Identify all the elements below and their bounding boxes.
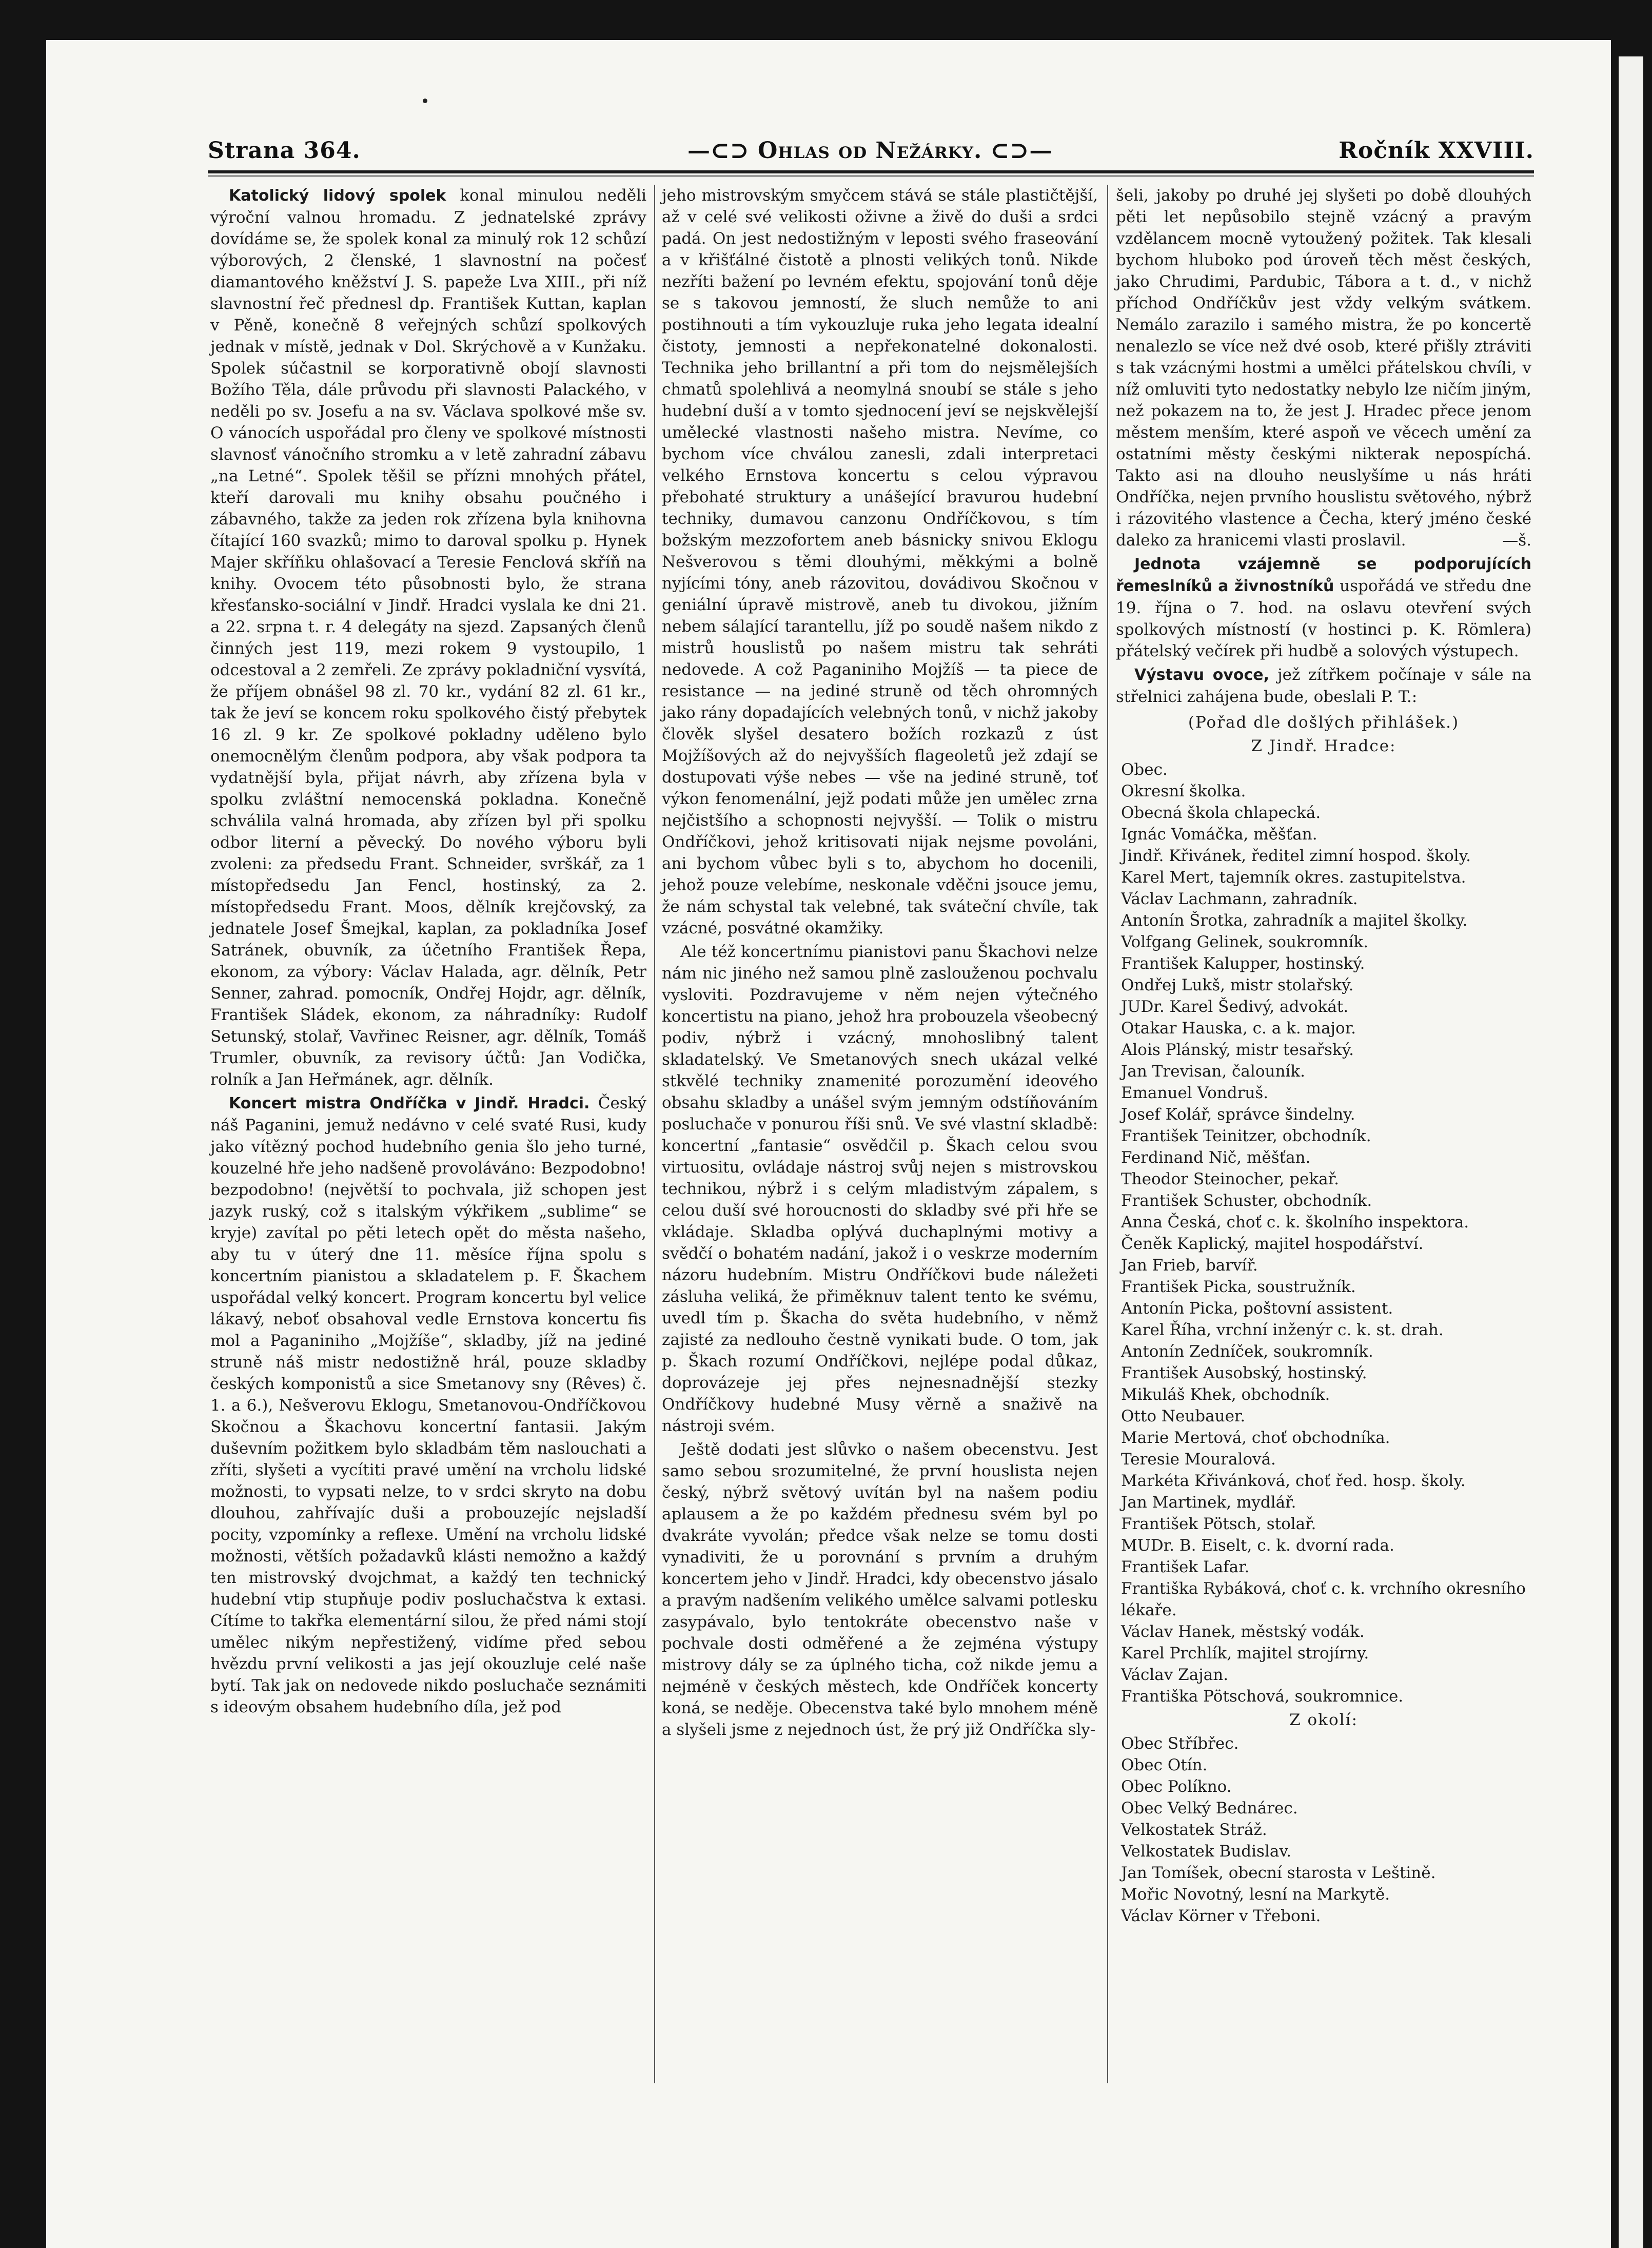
- page-number: Strana 364.: [208, 138, 361, 164]
- list-item: Ignác Vomáčka, měšťan.: [1121, 825, 1317, 844]
- list-item: Emanuel Vondruš.: [1121, 1084, 1269, 1102]
- list-item: Obec Velký Bednárec.: [1121, 1799, 1298, 1817]
- list-item: František Schuster, obchodník.: [1121, 1191, 1372, 1210]
- column-3: [1116, 185, 1531, 1927]
- list-item: Antonín Picka, poštovní assistent.: [1121, 1299, 1393, 1318]
- header-rule-thin: [208, 175, 1534, 177]
- list-item: Obec Políkno.: [1121, 1777, 1232, 1796]
- list-item: František Ausobský, hostinský.: [1121, 1364, 1367, 1382]
- paragraph: jeho mistrovským smyčcem stává se stále plastičtější, až v celé své velikosti oživne a živě do duši a srdci padá. On jest nedostižným v leposti svého fraseování a v křišťálné čistotě a plnosti velikých tonů. Nikde nezříti bažení po levném efektu, spojování tonů děje se s takovou jemností, že sluch nemůže to ani postihnouti a tím vykouzluje ruka jeho legata idealní čistoty, jemnosti a nepřekonatelné dokonalosti. Technika jeho brillantní a při tom do nejsmělejších chmatů spolehlivá a neomylná snoubí se stále s jeho hudební duší a v tomto sjednocení jeví se nejskvělejší umělecké vlastnosti našeho mistra. Nevíme, co bychom více chválou zanesli, zdali interpretaci velkého Ernstova koncertu s celou výpravou přebohaté struktury a unášející bravurou hudební techniky, dumavou canzonu Ondříčkovou, s tím božským mezzofortem aneb básnicky snivou Eklogu Nešverovou s těmi dlouhými, měkkými a bolně nyjícími tóny, aneb rázovitou, dovádivou Skočnou v geniální úpravě mistrově, aneb tu divokou, jižním nebem sálající tarantellu, jíž po soudě našem nikdo z mistrů houslistů po našem mistru tak sehráti nedovede. A což Paganiniho Mojžíš — ta piece de resistance — na jediné struně od těch ohromných jako rány dopadajících velebných tonů, v nichž jakoby člověk slyšel desatero božích rozkazů z úst Mojžíšových až do nejvyšších flageoletů jež zdají se dostupovati výše nebes — vše na jediné struně, toť výkon fenomenální, jejž podati může jen umělec zrna nejčistšího a schopnosti nejvyšší. — Tolik o mistru Ondříčkovi, jehož kritisovati nijak nejsme povoláni, ani bychom vůbec byli s to, abychom ho docenili, jehož pouze velebíme, neskonale vděčni jsouce jemu, že nám schystal tak velebné, tak sváteční chvíle, tak vzácné, posvátné okamžiky.: [662, 186, 1098, 937]
- list-item: Otakar Hauska, c. a k. major.: [1121, 1019, 1356, 1038]
- article-body: Český náš Paganini, jemuž nedávno v celé svaté Rusi, kudy jako vítězný pochod hudebního genia šlo jeho turné, kouzelné hře jeho nadšeně provoláváno: Bezpodobno! bezpodobno! (největší to pochvala, již schopen jest jazyk ruský, což s italským výkřikem „sublime“ se kryje) zavítal po pěti letech opět do města našeho, aby tu v úterý dne 11. měsíce října spolu s koncertním pianistou a skladatelem p. F. Škachem uspořádal velký koncert. Program koncertu byl velice lákavý, neboť obsahoval vedle Ernstova koncertu fis mol a Paganiniho „Mojžíše“, skladby, jíž na jediné struně náš mistr nedostižně hrál, pouze skladby českých komponistů a sice Smetanovy sny (Rêves) č. 1. a 6.), Nešverovu Eklogu, Smetanovou-Ondříčkovou Skočnou a Škachovu koncertní fantasii. Jakým duševním požitkem bylo skladbám těm naslouchati a zříti, slyšeti a vycítiti pravé umění na vrcholu lidské možnosti, to vypsati nelze, to v srdci skryto na dobu dlouhou, zahřívajíc duši a probouzejíc nejsladší pocity, vzpomínky a reflexe. Umění na vrcholu lidské možnosti, větších požadavků klásti nemožno a každý ten mistrovský dvojchmat, a každý ten technický hudební vtip stupňuje podiv posluchačstva k extasi. Cítíme to takřka elementární silou, že před námi stojí umělec nikým nepřestižený, vidíme před sebou hvězdu první velikosti a jas její okouzluje celé naše bytí. Tak jak on nedovede nikdo posluchače seznámiti s ideovým obsahem hudebního díla, jež pod: [210, 1094, 646, 1716]
- list-item: Františka Rybáková, choť c. k. vrchního okresního lékaře.: [1121, 1579, 1526, 1619]
- list-item: Karel Mert, tajemník okres. zastupitelstva.: [1121, 868, 1466, 887]
- column-2: [662, 185, 1098, 1743]
- author-signature: —š.: [1502, 531, 1531, 550]
- volume-label: Ročník XXVIII.: [1339, 138, 1534, 164]
- article-heading: Koncert mistra Ondříčka v Jindř. Hradci.: [229, 1094, 590, 1112]
- list-item: Otto Neubauer.: [1121, 1407, 1246, 1425]
- list-item: Teresie Mouralová.: [1121, 1450, 1276, 1469]
- exhibitor-list: [1116, 712, 1531, 1927]
- list-item: Jan Frieb, barvíř.: [1121, 1256, 1258, 1275]
- column-divider: [654, 185, 655, 2083]
- adjacent-page-edge: [1619, 56, 1643, 2248]
- list-item: Obec Stříbřec.: [1121, 1734, 1239, 1753]
- list-item: František Picka, soustružník.: [1121, 1278, 1356, 1296]
- column-1: [210, 185, 646, 1720]
- article-heading: Výstavu ovoce,: [1134, 666, 1269, 684]
- list-item: Antonín Zedníček, soukromník.: [1121, 1342, 1373, 1361]
- article-catholic-society: [210, 185, 646, 1090]
- list-item: Markéta Křivánková, choť řed. hosp. školy.: [1121, 1472, 1466, 1490]
- list-subheading: Z Jindř. Hradce:: [1251, 737, 1397, 755]
- paragraph: [1116, 185, 1531, 551]
- article-heading: Jednota vzájemně se podporujících řemeslníků a živnostníků: [1116, 555, 1531, 595]
- list-item: Mikuláš Khek, obchodník.: [1121, 1385, 1330, 1404]
- list-item: Theodor Steinocher, pekař.: [1121, 1170, 1339, 1188]
- list-item: František Kalupper, hostinský.: [1121, 954, 1365, 973]
- paragraph: Ještě dodati jest slůvko o našem obecenstvu. Jest samo sebou srozumitelné, že první houslista nejen český, nýbrž světový uvítán byl na našem podiu aplausem a že po každém přednesu svém byl po dvakráte vyvolán; předce však nelze se tomu dosti vynadiviti, že u porovnání s prvním a druhým koncertem jeho v Jindř. Hradci, kdy obecenstvo jásalo a pravým nadšením velikého umělce salvami potlesku zasypávalo, bylo tentokráte obecenstvo naše v pochvale dosti odměřené a že zejména výstupy mistrovy dály se za úplného ticha, což nikde jemu a nejméně v českých městech, kde Ondříček koncerty koná, se neděje. Obecenstva také bylo mnohem méně a slyšeli jsme z nejednoch úst, že prý již Ondříčka sly-: [662, 1440, 1098, 1739]
- article-body: uspořádá ve středu dne 19. října o 7. hod. na oslavu otevření svých spolkových místností (v hostinci p. K. Römlera) přátelský večírek při hudbě a solových výstupech.: [1116, 577, 1531, 660]
- list-item: Václav Körner v Třeboni.: [1121, 1907, 1321, 1925]
- list-item: Alois Plánský, mistr tesařský.: [1121, 1041, 1354, 1059]
- list-item: Obecná škola chlapecká.: [1121, 804, 1321, 822]
- list-subheading: Z okolí:: [1289, 1711, 1358, 1729]
- article-craftsmen-union: [1116, 553, 1531, 662]
- list-item: JUDr. Karel Šedivý, advokát.: [1121, 998, 1349, 1016]
- header-rule: [208, 170, 1534, 173]
- list-item: Jan Trevisan, čalouník.: [1121, 1062, 1305, 1081]
- list-item: Čeněk Kaplický, majitel hospodářství.: [1121, 1235, 1424, 1253]
- print-speck: [423, 99, 427, 103]
- paragraph-text: šeli, jakoby po druhé jej slyšeti po době dlouhých pěti let nepůsobilo stejně vzácný a pravým vzdělancem mocně vytoužený požitek. Tak klesali bychom hluboko pod úroveň těch měst českých, jako Chrudimi, Pardubic, Tábora a t. d., v nichž příchod Ondříčkův jest vždy velkým svátkem. Nemálo zarazilo i samého mistra, že po koncertě nenalezlo se více než dvé osob, které přišly ztráviti s tak vzácnými hostmi a umělci přátelskou chvíli, v níž omluviti tyto nedostatky nebylo lze ničím jiným, než pokazem na to, že jest J. Hradec přece jenom městem menším, které aspoň ve věcech umění za ostatními městy českými nikterak nepospíchá. Takto asi na dlouho neuslyšíme u nás hráti Ondříčka, nejen prvního houslistu světového, nýbrž i rázovitého vlastence a Čecha, který jméno české daleko za hranicemi vlasti proslavil.: [1116, 186, 1531, 550]
- list-item: Obec.: [1121, 760, 1168, 779]
- newspaper-title: —⊂⊃ Ohlas od Nežárky. ⊂⊃—: [687, 138, 1053, 164]
- column-divider: [1107, 185, 1108, 2083]
- list-item: Ondřej Lukš, mistr stolařský.: [1121, 976, 1354, 994]
- article-fruit-exhibition: [1116, 664, 1531, 708]
- article-body: jež zítřkem počínaje v sále na střelnici zahájena bude, obeslali P. T.:: [1116, 666, 1531, 706]
- list-item: Volfgang Gelinek, soukromník.: [1121, 933, 1369, 951]
- list-item: Velkostatek Budislav.: [1121, 1842, 1292, 1861]
- list-item: Františka Pötschová, soukromnice.: [1121, 1687, 1404, 1706]
- list-item: František Lafar.: [1121, 1558, 1250, 1576]
- list-item: František Pötsch, stolař.: [1121, 1515, 1316, 1533]
- list-item: Obec Otín.: [1121, 1756, 1208, 1774]
- article-heading: Katolický lidový spolek: [229, 187, 446, 205]
- article-body: konal minulou neděli výroční valnou hromadu. Z jednatelské zprávy dovídáme se, že spolek konal za minulý rok 12 schůzí výborových, 2 členské, 1 slavnostní na počesť diamantového kněžství J. S. papeže Lva XIII., při níž slavnostní řeč přednesl dp. František Kuttan, kaplan v Pěně, konečně 8 veřejných schůzí spolkových jednak v místě, jednak v Dol. Skrýchově a v Kunžaku. Spolek súčastnil se korporativně obojí slavnosti Božího Těla, dále průvodu při slavnosti Palackého, v neděli po sv. Josefu a na sv. Václava spolkové mše sv. O vánocích uspořádal pro členy ve spolkové místnosti slavnosť vánočního stromku a v letě zahradní zábavu „na Letné“. Spolek těšil se přízni mnohých přátel, kteří darovali mu knihy obsahu poučného i zábavného, takže za jeden rok zřízena byla knihovna čítající 160 svazků; mimo to daroval spolku p. Hynek Majer skříňku ohlašovací a Teresie Fenclová skříň na knihy. Ovocem této působnosti bylo, že strana křesťansko-sociální v Jindř. Hradci vyslala ke dni 21. a 22. srpna t. r. 4 delegáty na sjezd. Zapsaných členů činných jest 119, mezi rokem 9 vystoupilo, 1 odcestoval a 2 zemřeli. Ze zprávy pokladniční vysvítá, že příjem obnášel 98 zl. 70 kr., vydání 82 zl. 61 kr., tak že jeví se koncem roku spolkového čistý přebytek 16 zl. 9 kr. Ze spolkové pokladny uděleno bylo onemocnělým členům podpora, aby však podpora ta vydatnější byla, přijat návrh, aby zřízena byla v spolku zvláštní nemocenská pokladna. Konečně schválila valná hromada, aby zřízen byl při spolku odbor literní a pěvecký. Do nového výboru byli zvoleni: za předsedu Frant. Schneider, svrškář, za 1 místopředsedu Jan Fencl, hostinský, za 2. místopředsedu Frant. Moos, dělník krejčovský, za jednatele Josef Šmejkal, kaplan, za pokladníka Josef Satránek, obuvník, za účetního František Řepa, ekonom, za výbory: Václav Halada, agr. dělník, Petr Senner, zahrad. pomocník, Ondřej Hojdr, agr. dělník, František Sládek, ekonom, za náhradníky: Rudolf Setunský, stolař, Vavřinec Reisner, agr. dělník, Tomáš Trumler, obuvník, za revisory účtů: Jan Vodička, rolník a Jan Heřmánek, agr. dělník.: [210, 186, 646, 1089]
- list-item: Václav Lachmann, zahradník.: [1121, 890, 1358, 908]
- page-header: [208, 138, 1534, 174]
- list-item: Karel Prchlík, majitel strojírny.: [1121, 1644, 1369, 1663]
- list-item: Marie Mertová, choť obchodníka.: [1121, 1429, 1390, 1447]
- article-ondricek-concert: [210, 1092, 646, 1718]
- exhibitors-surroundings: [1116, 1733, 1531, 1927]
- list-item: Antonín Šrotka, zahradník a majitel školky.: [1121, 911, 1468, 930]
- list-item: Anna Česká, choť c. k. školního inspektora.: [1121, 1213, 1469, 1231]
- list-item: Jan Tomíšek, obecní starosta v Leštině.: [1121, 1864, 1436, 1882]
- exhibitors-town: [1116, 759, 1531, 1707]
- list-item: Josef Kolář, správce šindelny.: [1121, 1105, 1355, 1124]
- list-item: Mořic Novotný, lesní na Markytě.: [1121, 1885, 1390, 1904]
- list-item: Jindř. Křivánek, ředitel zimní hospod. školy.: [1121, 847, 1471, 865]
- list-item: Václav Hanek, městský vodák.: [1121, 1623, 1365, 1641]
- paragraph: Ale též koncertnímu pianistovi panu Škachovi nelze nám nic jiného než samou plně zaslouženou pochvalu vysloviti. Pozdravujeme v něm nejen výtečného koncertistu na piano, jehož hra probouzela všeobecný podiv, nýbrž i vzácný, mnohoslibný talent skladatelský. Ve Smetanových snech ukázal velké stkvělé techniky znamenité porozumění ideového obsahu skladby a unášel svým jemným odstíňováním posluchače v ponurou říši snů. Ve své vlastní skladbě: koncertní „fantasie“ osvědčil p. Škach celou svou virtuositu, ovládaje nástroj svůj nejen s mistrovskou technikou, nýbrž i s celým mladistvým zápalem, s celou duší své horoucnosti do skladby své při hře se vkládaje. Skladba oplývá duchaplnými motivy a svědčí o bohatém nadání, jakož i o veskrze moderním názoru hudebním. Mistru Ondříčkovi bude náležeti zásluha veliká, že přiměknuv talent tento ke svému, uvedl tím p. Škacha do světa hudebního, v němž zajisté za nedlouho čestně vynikati bude. O tom, jak p. Škach rozumí Ondříčkovi, nejlépe podal důkaz, doprovázeje jej přes nejnesnadnější stezky Ondříčkovy hudebné Musy věrně a snaživě na nástroji svém.: [662, 943, 1098, 1435]
- list-item: Karel Říha, vrchní inženýr c. k. st. drah.: [1121, 1321, 1444, 1339]
- list-item: František Teinitzer, obchodník.: [1121, 1127, 1371, 1145]
- list-item: Václav Zajan.: [1121, 1666, 1229, 1684]
- list-note: (Pořad dle došlých přihlášek.): [1188, 713, 1460, 732]
- list-item: Okresní školka.: [1121, 782, 1246, 800]
- list-item: Jan Martinek, mydlář.: [1121, 1493, 1296, 1512]
- list-item: Velkostatek Stráž.: [1121, 1821, 1267, 1839]
- list-item: MUDr. B. Eiselt, c. k. dvorní rada.: [1121, 1536, 1394, 1555]
- list-item: Ferdinand Nič, měšťan.: [1121, 1148, 1311, 1167]
